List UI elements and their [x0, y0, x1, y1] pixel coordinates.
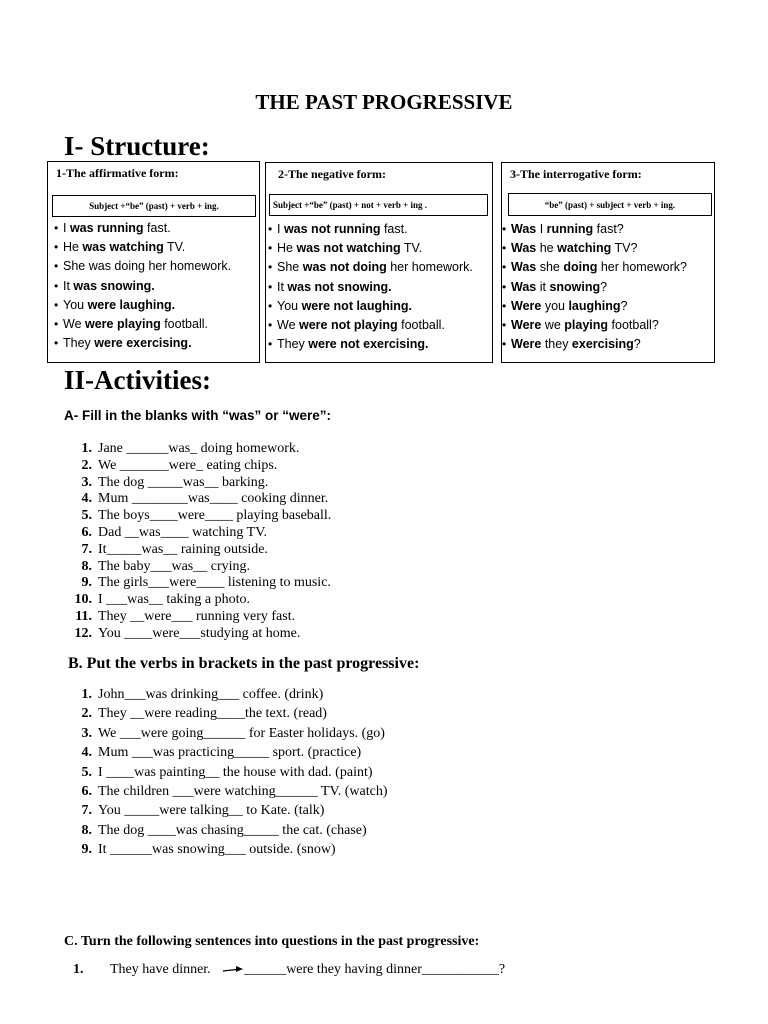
exercise-item: [68, 491, 331, 508]
item-number: 4.: [81, 745, 92, 761]
affirmative-formula: Subject +“be” (past) + verb + ing.: [52, 195, 256, 217]
example-sentence: • They were not exercising.: [268, 335, 473, 354]
example-sentence: • We were not playing football.: [268, 316, 473, 335]
item-text: You ____were___studying at home.: [98, 625, 301, 641]
bullet-icon: •: [268, 260, 273, 275]
item-number: 2.: [81, 706, 92, 722]
exercise-item: [68, 763, 388, 782]
item-text: You _____were talking__ to Kate. (talk): [98, 803, 325, 819]
example-sentence: • They were exercising.: [54, 334, 231, 353]
bullet-icon: •: [54, 297, 59, 312]
item-text: We ___were going______ for Easter holidays. (go): [98, 725, 385, 741]
exercise-item: [68, 559, 331, 576]
example-sentence: • He was not watching TV.: [268, 239, 473, 258]
interrogative-box: [501, 162, 715, 363]
arrow-icon: [222, 965, 244, 975]
item-text: Mum ________was____ cooking dinner.: [98, 491, 329, 507]
activity-b-list: [68, 685, 388, 860]
item-text: The dog _____was__ barking.: [98, 474, 269, 490]
bullet-icon: •: [502, 298, 507, 313]
item-number: 7.: [81, 803, 92, 819]
exercise-item: [68, 592, 331, 609]
activity-b-heading: B. Put the verbs in brackets in the past progressive:: [68, 655, 420, 672]
item-number: 3.: [81, 725, 92, 741]
item-text: It ______was snowing___ outside. (snow): [98, 842, 336, 858]
bullet-icon: •: [268, 241, 273, 256]
exercise-item: [68, 575, 331, 592]
exercise-item: [68, 685, 388, 704]
item-text: The boys____were____ playing baseball.: [98, 508, 332, 524]
exercise-item: [68, 475, 331, 492]
item-number: 5.: [81, 764, 92, 780]
item-text: The girls___were____ listening to music.: [98, 575, 331, 591]
negative-examples: [268, 220, 473, 354]
negative-formula: Subject +“be” (past) + not + verb + ing .: [269, 194, 488, 216]
activity-c-item: [110, 962, 505, 978]
negative-box: [265, 162, 493, 363]
item-text: They __were___ running very fast.: [98, 608, 296, 624]
item-text: We _______were_ eating chips.: [98, 457, 278, 473]
activity-c-answer: ______were they having dinner___________?: [244, 962, 506, 977]
bullet-icon: •: [54, 278, 59, 293]
item-number: 10.: [74, 592, 92, 608]
exercise-item: [68, 840, 388, 859]
exercise-item: [68, 743, 388, 762]
item-number: 5.: [81, 508, 92, 524]
example-sentence: • Was he watching TV?: [502, 239, 687, 258]
bullet-icon: •: [268, 222, 273, 236]
affirmative-heading: 1-The affirmative form:: [56, 166, 179, 180]
example-sentence: • He was watching TV.: [54, 238, 231, 257]
bullet-icon: •: [54, 259, 59, 274]
item-number: 2.: [81, 457, 92, 473]
exercise-item: [68, 821, 388, 840]
item-number: 1.: [81, 441, 92, 456]
bullet-icon: •: [502, 241, 507, 256]
item-number: 4.: [81, 491, 92, 507]
item-text: The dog ____was chasing_____ the cat. (chase): [98, 822, 367, 838]
example-sentence: • It was snowing.: [54, 277, 231, 296]
item-text: I ____was painting__ the house with dad. (paint): [98, 764, 373, 780]
interrogative-examples: [502, 220, 687, 354]
example-sentence: • She was doing her homework.: [54, 257, 231, 276]
bullet-icon: •: [502, 279, 507, 294]
bullet-icon: •: [54, 240, 59, 255]
item-number: 8.: [81, 822, 92, 838]
activity-c-sentence: They have dinner.: [110, 962, 211, 977]
item-number: 11.: [75, 608, 92, 624]
activity-a-heading: A- Fill in the blanks with “was” or “were”:: [64, 408, 332, 423]
item-text: John___was drinking___ coffee. (drink): [98, 687, 324, 702]
example-sentence: • Were you laughing?: [502, 297, 687, 316]
item-number: 9.: [81, 842, 92, 858]
item-number: 1.: [81, 687, 92, 702]
example-sentence: • You were not laughing.: [268, 297, 473, 316]
exercise-item: [68, 801, 388, 820]
bullet-icon: •: [54, 316, 59, 331]
example-sentence: • Were we playing football?: [502, 316, 687, 335]
bullet-icon: •: [54, 336, 59, 351]
bullet-icon: •: [268, 317, 273, 332]
affirmative-box: [47, 161, 260, 363]
example-sentence: • You were laughing.: [54, 296, 231, 315]
exercise-item: [68, 441, 331, 458]
bullet-icon: •: [502, 317, 507, 332]
bullet-icon: •: [502, 222, 507, 236]
item-text: Mum ___was practicing_____ sport. (practice): [98, 745, 362, 761]
exercise-item: [68, 609, 331, 626]
example-sentence: • She was not doing her homework.: [268, 258, 473, 277]
bullet-icon: •: [268, 337, 273, 352]
exercise-item: [68, 458, 331, 475]
item-number: 12.: [74, 625, 92, 641]
bullet-icon: •: [502, 260, 507, 275]
exercise-item: [68, 782, 388, 801]
bullet-icon: •: [268, 279, 273, 294]
item-number: 7.: [81, 541, 92, 557]
item-text: The baby___was__ crying.: [98, 558, 251, 574]
exercise-item: [68, 704, 388, 723]
item-text: They __were reading____the text. (read): [98, 706, 327, 722]
exercise-item: [68, 626, 331, 643]
interrogative-formula: “be” (past) + subject + verb + ing.: [508, 193, 712, 216]
bullet-icon: •: [268, 298, 273, 313]
activity-c-heading: C. Turn the following sentences into questions in the past progressive:: [64, 934, 480, 949]
bullet-icon: •: [502, 337, 507, 352]
example-sentence: • We were playing football.: [54, 315, 231, 334]
section-heading-activities: II-Activities:: [64, 365, 211, 395]
item-text: Dad __was____ watching TV.: [98, 524, 268, 540]
item-number: 8.: [81, 558, 92, 574]
example-sentence: • It was not snowing.: [268, 278, 473, 297]
item-text: I ___was__ taking a photo.: [98, 592, 251, 608]
bullet-icon: •: [54, 221, 59, 235]
item-text: Jane ______was_ doing homework.: [98, 441, 300, 456]
example-sentence: • Were they exercising?: [502, 335, 687, 354]
interrogative-heading: 3-The interrogative form:: [510, 167, 642, 181]
exercise-item: [68, 542, 331, 559]
item-number: 3.: [81, 474, 92, 490]
page-title: THE PAST PROGRESSIVE: [255, 90, 513, 114]
exercise-item: [68, 525, 331, 542]
item-text: The children ___were watching______ TV. (watch): [98, 783, 388, 799]
example-sentence: • Was I running fast?: [502, 220, 687, 239]
section-heading-structure: I- Structure:: [64, 131, 210, 161]
exercise-item: [68, 508, 331, 525]
example-sentence: • Was it snowing?: [502, 278, 687, 297]
item-number: 9.: [81, 575, 92, 591]
example-sentence: • I was running fast.: [54, 219, 231, 238]
affirmative-examples: [54, 219, 231, 353]
item-text: It_____was__ raining outside.: [98, 541, 268, 557]
example-sentence: • I was not running fast.: [268, 220, 473, 239]
item-number: 6.: [81, 524, 92, 540]
example-sentence: • Was she doing her homework?: [502, 258, 687, 277]
activity-a-list: [68, 441, 331, 643]
activity-c-item-number: 1.: [73, 962, 84, 977]
item-number: 6.: [81, 783, 92, 799]
exercise-item: [68, 724, 388, 743]
negative-heading: 2-The negative form:: [278, 167, 386, 181]
